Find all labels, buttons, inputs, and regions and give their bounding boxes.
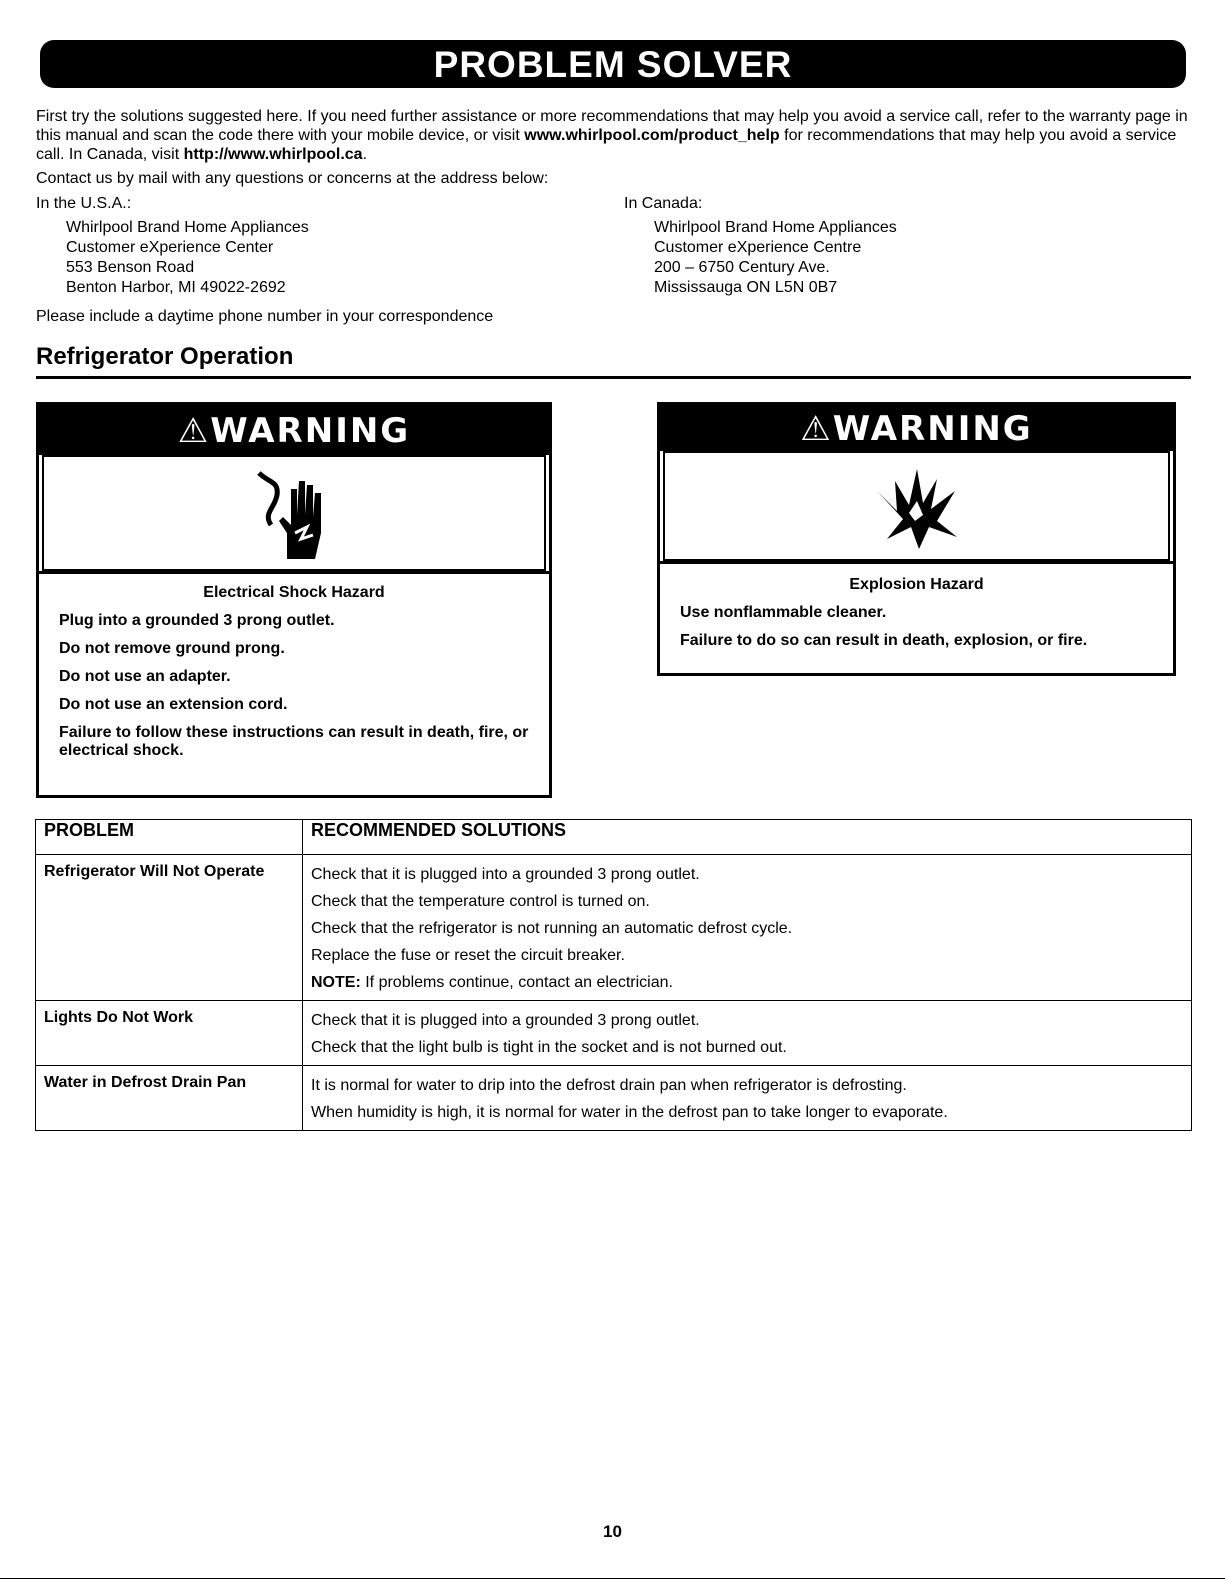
warning-triangle-icon: ⚠ <box>800 409 833 449</box>
warning-body <box>39 571 549 760</box>
shock-icon-panel <box>42 455 546 571</box>
electrical-shock-warning <box>36 402 552 798</box>
note-text: If problems continue, contact an electrician. <box>360 974 673 991</box>
solution-line: It is normal for water to drip into the defrost drain pan when refrigerator is defrosting. <box>311 1077 907 1094</box>
us-address-line: Whirlpool Brand Home Appliances <box>66 219 309 236</box>
warning-line: Use nonflammable cleaner. <box>680 604 887 621</box>
problem-cell: Water in Defrost Drain Pan <box>36 1066 303 1131</box>
canada-site-link[interactable]: http://www.whirlpool.ca <box>183 146 363 163</box>
table-header-row <box>36 820 1192 855</box>
warning-line: Do not use an adapter. <box>59 668 231 685</box>
warning-line: Plug into a grounded 3 prong outlet. <box>59 612 335 629</box>
hazard-title: Electrical Shock Hazard <box>203 584 385 601</box>
table-row <box>36 1066 1192 1131</box>
solution-line: Check that the temperature control is turned on. <box>311 893 650 910</box>
solutions-cell <box>303 1001 1192 1066</box>
canada-address-label: In Canada: <box>624 195 703 212</box>
note-label: NOTE: <box>311 974 361 991</box>
solution-note <box>311 969 1183 996</box>
section-divider <box>36 376 1191 379</box>
us-address-line: Benton Harbor, MI 49022-2692 <box>66 279 286 296</box>
banner-title: PROBLEM SOLVER <box>433 44 793 85</box>
intro-text-c: . <box>362 146 368 163</box>
solution-line: Replace the fuse or reset the circuit breaker. <box>311 947 625 964</box>
canada-address <box>624 194 897 298</box>
us-address-line: Customer eXperience Center <box>66 239 274 256</box>
section-title: Refrigerator Operation <box>36 343 294 370</box>
canada-address-line: Mississauga ON L5N 0B7 <box>654 279 838 296</box>
contact-line: Contact us by mail with any questions or concerns at the address below: <box>36 170 549 187</box>
warning-header-text: WARNING <box>832 409 1033 449</box>
us-address-line: 553 Benson Road <box>66 259 195 276</box>
explosion-icon-panel <box>663 451 1170 561</box>
solution-line: When humidity is high, it is normal for water in the defrost pan to take longer to evaporate. <box>311 1104 948 1121</box>
warning-line: Failure to do so can result in death, explosion, or fire. <box>680 632 1088 649</box>
solution-line: Check that it is plugged into a grounded 3 prong outlet. <box>311 1012 700 1029</box>
canada-address-line: 200 – 6750 Century Ave. <box>654 259 830 276</box>
phone-note: Please include a daytime phone number in your correspondence <box>36 308 494 325</box>
warning-body <box>660 561 1173 650</box>
product-help-link[interactable]: www.whirlpool.com/product_help <box>524 127 780 144</box>
explosion-icon <box>867 461 967 551</box>
solutions-cell <box>303 1066 1192 1131</box>
intro-text-b: for recommendations that may help you avoid a service call. In Canada, visit <box>36 127 1177 163</box>
us-address-label: In the U.S.A.: <box>36 195 132 212</box>
bottom-divider <box>0 1578 1225 1579</box>
page-number: 10 <box>603 1522 622 1541</box>
warning-triangle-icon: ⚠ <box>177 411 211 451</box>
table-row <box>36 1001 1192 1066</box>
solutions-column-header: RECOMMENDED SOLUTIONS <box>303 820 1192 855</box>
problem-cell: Lights Do Not Work <box>36 1001 303 1066</box>
warning-line: Failure to follow these instructions can result in death, fire, or electrical shock. <box>59 724 529 759</box>
electrical-shock-hand-icon <box>249 463 339 563</box>
page-banner <box>40 40 1186 88</box>
solution-line: Check that the refrigerator is not running an automatic defrost cycle. <box>311 920 793 937</box>
us-address <box>36 194 309 298</box>
problem-solver-table <box>35 819 1192 1131</box>
hazard-title: Explosion Hazard <box>849 576 984 593</box>
warning-line: Do not use an extension cord. <box>59 696 288 713</box>
problem-column-header: PROBLEM <box>36 820 303 855</box>
explosion-warning <box>657 402 1176 676</box>
warning-header <box>660 405 1173 451</box>
solution-line: Check that the light bulb is tight in the socket and is not burned out. <box>311 1039 787 1056</box>
solution-line: Check that it is plugged into a grounded 3 prong outlet. <box>311 866 700 883</box>
canada-address-line: Customer eXperience Centre <box>654 239 862 256</box>
table-row <box>36 855 1192 1001</box>
problem-cell: Refrigerator Will Not Operate <box>36 855 303 1001</box>
intro-text-a: First try the solutions suggested here. If you need further assistance or more recommendations that may help you avoid a service call, refer to the warranty page in this manual and scan the code there with your mobile device, or visit <box>36 108 1188 144</box>
canada-address-line: Whirlpool Brand Home Appliances <box>654 219 897 236</box>
warning-header <box>39 405 549 455</box>
solutions-cell <box>303 855 1192 1001</box>
intro-paragraph <box>36 107 1196 164</box>
warning-header-text: WARNING <box>210 411 411 451</box>
warning-line: Do not remove ground prong. <box>59 640 285 657</box>
